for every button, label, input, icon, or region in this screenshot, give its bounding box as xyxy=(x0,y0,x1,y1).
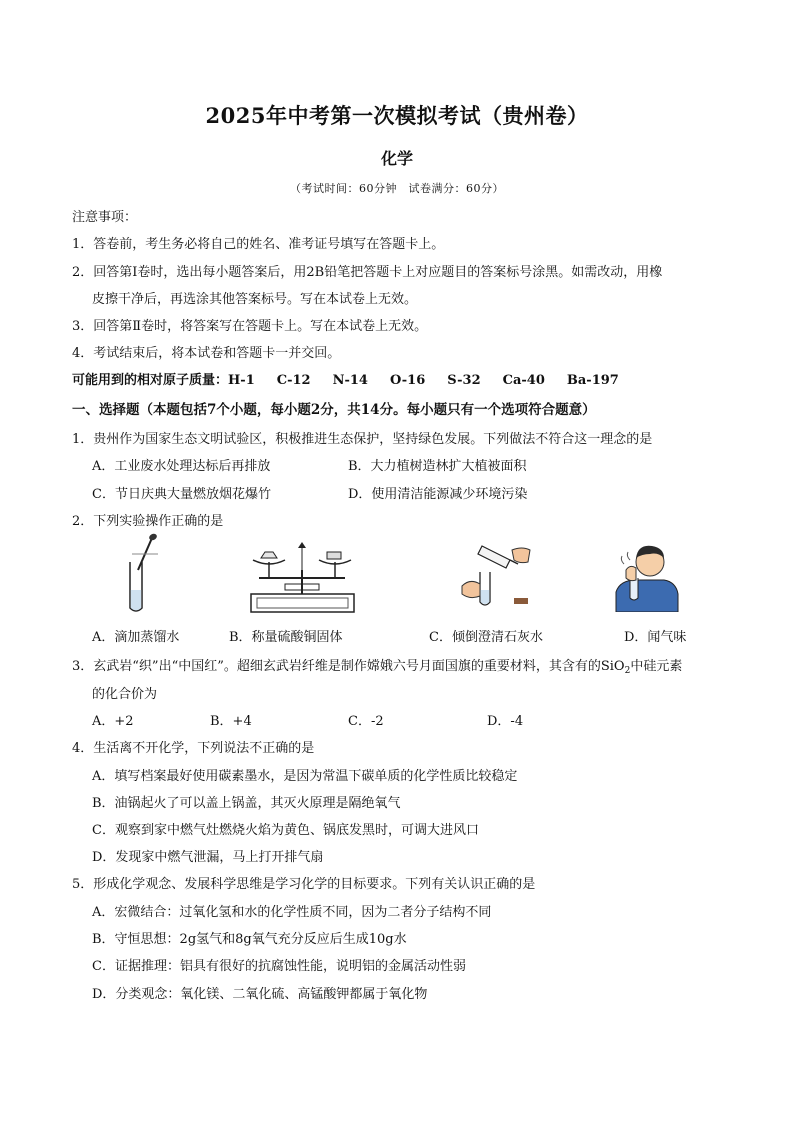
atomic-masses-label: 可能用到的相对原子质量： xyxy=(72,373,229,388)
q4-option-b: B．油锅起火了可以盖上锅盖，其灭火原理是隔绝氧气 xyxy=(92,796,401,811)
q1-option-d: D．使用清洁能源减少环境污染 xyxy=(348,487,528,502)
q4-option-a: A．填写档案最好使用碳素墨水，是因为常温下碳单质的化学性质比较稳定 xyxy=(92,769,518,784)
subject-title: 化学 xyxy=(380,149,413,168)
exam-title: 2025年中考第一次模拟考试（贵州卷） xyxy=(205,103,589,128)
q3-formula-main: SiO xyxy=(600,659,625,674)
section1-heading: 一、选择题（本题包括7个小题，每小题2分，共14分。每小题只有一个选项符合题意） xyxy=(72,402,596,418)
q3-stem xyxy=(72,655,682,676)
q2-option-b: B．称量硫酸铜固体 xyxy=(229,630,343,645)
note-item-3: 3．回答第Ⅱ卷时，将答案写在答题卡上。写在本试卷上无效。 xyxy=(72,319,428,334)
note-item-1: 1．答卷前，考生务必将自己的姓名、准考证号填写在答题卡上。 xyxy=(72,237,445,252)
q5-option-d: D．分类观念：氧化镁、二氧化硫、高锰酸钾都属于氧化物 xyxy=(92,987,428,1002)
pouring-liquid-figure xyxy=(452,540,542,610)
q3-option-d: D．-4 xyxy=(487,714,524,729)
atomic-mass-n: N-14 xyxy=(332,373,368,388)
q4-stem: 4．生活离不开化学，下列说法不正确的是 xyxy=(72,741,315,756)
q3-stem-line2: 的化合价为 xyxy=(92,687,158,702)
q4-option-d: D．发现家中燃气泄漏，马上打开排气扇 xyxy=(92,850,324,865)
dropper-test-tube-figure xyxy=(118,532,168,616)
atomic-mass-ba: Ba-197 xyxy=(566,373,619,388)
q2-option-c: C．倾倒澄清石灰水 xyxy=(429,630,543,645)
q1-stem: 1．贵州作为国家生态文明试验区，积极推进生态保护，坚持绿色发展。下列做法不符合这一理念的是 xyxy=(72,432,653,447)
smelling-figure xyxy=(608,540,682,612)
q3-formula-subscript: 2 xyxy=(624,666,631,676)
note-item-2: 2．回答第Ⅰ卷时，选出每小题答案后，用2B铅笔把答题卡上对应题目的答案标号涂黑。如需改动，用橡 xyxy=(72,265,663,280)
q2-option-d: D．闻气味 xyxy=(624,630,687,645)
exam-info: （考试时间：60分钟 试卷满分：60分） xyxy=(290,182,504,195)
q2-stem: 2．下列实验操作正确的是 xyxy=(72,514,224,529)
q4-option-c: C．观察到家中燃气灶燃烧火焰为黄色、锅底发黑时，可调大进风口 xyxy=(92,823,479,838)
q1-option-a: A．工业废水处理达标后再排放 xyxy=(92,459,271,474)
q3-stem-pre: 3．玄武岩“织”出“中国红”。超细玄武岩纤维是制作嫦娥六号月面国旗的重要材料，其含有的 xyxy=(72,659,601,674)
atomic-mass-c: C-12 xyxy=(276,373,311,388)
atomic-mass-o: O-16 xyxy=(389,373,426,388)
atomic-mass-ca: Ca-40 xyxy=(502,373,545,388)
q1-option-b: B．大力植树造林扩大植被面积 xyxy=(348,459,527,474)
atomic-mass-h: H-1 xyxy=(228,373,255,388)
atomic-masses xyxy=(72,369,641,388)
atomic-mass-s: S-32 xyxy=(447,373,481,388)
q3-option-b: B．+4 xyxy=(210,714,252,729)
q5-stem: 5．形成化学观念、发展科学思维是学习化学的目标要求。下列有关认识正确的是 xyxy=(72,877,536,892)
note-item-4: 4．考试结束后，将本试卷和答题卡一并交回。 xyxy=(72,346,341,361)
notes-heading: 注意事项： xyxy=(72,210,138,225)
q3-option-c: C．-2 xyxy=(348,714,384,729)
q5-option-c: C．证据推理：铝具有很好的抗腐蚀性能，说明铝的金属活动性弱 xyxy=(92,959,466,974)
note-item-2-cont: 皮擦干净后，再选涂其他答案标号。写在本试卷上无效。 xyxy=(92,292,418,307)
q5-option-a: A．宏微结合：过氧化氢和水的化学性质不同，因为二者分子结构不同 xyxy=(92,905,492,920)
q1-option-c: C．节日庆典大量燃放烟花爆竹 xyxy=(92,487,271,502)
q5-option-b: B．守恒思想：2g氢气和8g氧气充分反应后生成10g水 xyxy=(92,932,407,947)
q3-option-a: A．+2 xyxy=(92,714,134,729)
q3-stem-post: 中硅元素 xyxy=(630,659,683,674)
q3-formula xyxy=(601,659,630,674)
q2-option-a: A．滴加蒸馏水 xyxy=(92,630,180,645)
balance-scale-figure xyxy=(245,536,360,616)
